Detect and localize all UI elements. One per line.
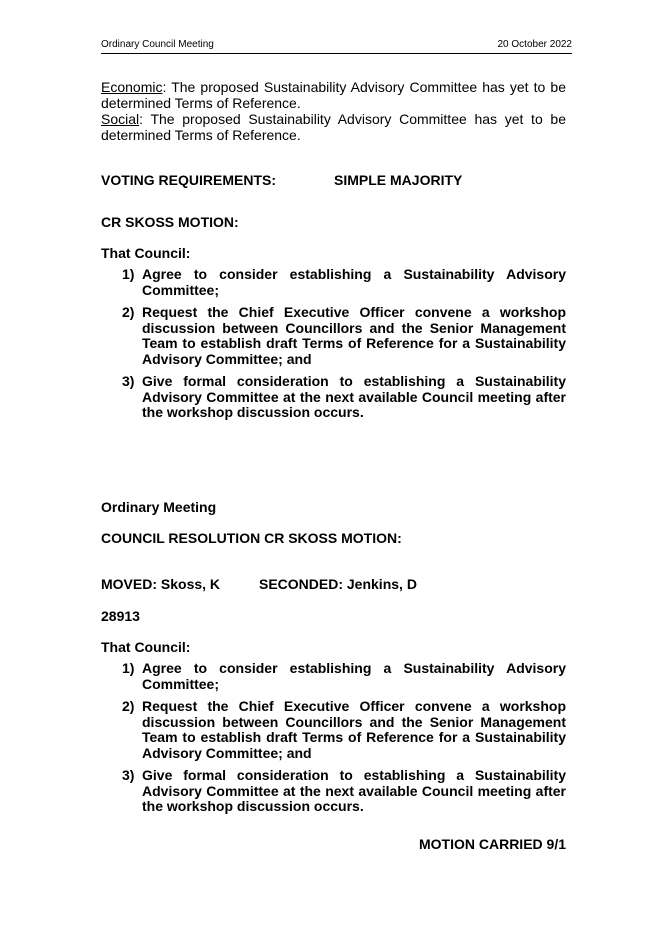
motion-heading: CR SKOSS MOTION: [101,214,239,230]
meeting-type: Ordinary Meeting [101,499,217,515]
economic-label: Economic [101,79,163,95]
list-item-number: 3) [122,373,135,389]
resolution-number: 28913 [101,608,140,624]
social-implication [101,112,566,143]
list-item-number: 1) [122,266,135,282]
motion-result: MOTION CARRIED 9/1 [418,836,566,852]
page-header [101,39,572,54]
voting-value: SIMPLE MAJORITY [334,172,463,188]
list-item [122,305,566,367]
resolution-list [122,661,566,822]
economic-text: : The proposed Sustainability Advisory Committee has yet to be determined Terms of Reference. [101,79,566,111]
seconded-by: SECONDED: Jenkins, D [259,576,417,592]
list-item [122,699,566,761]
list-item-text: Agree to consider establishing a Sustainability Advisory Committee; [142,660,566,692]
list-item [122,768,566,815]
social-text: : The proposed Sustainability Advisory Committee has yet to be determined Terms of Reference. [101,111,566,143]
economic-implication [101,80,566,111]
list-item-number: 3) [122,767,135,783]
header-date: 20 October 2022 [497,39,572,50]
moved-seconded [101,577,566,593]
list-item-text: Give formal consideration to establishing a Sustainability Advisory Committee at the next available Council meeting after the workshop discussion occurs. [142,373,566,420]
list-item [122,661,566,692]
voting-requirements [101,173,566,189]
list-item-text: Request the Chief Executive Officer convene a workshop discussion between Councillors and the Senior Management Team to establish draft Terms of Reference for a Sustainability Advisory Committee; and [142,698,566,761]
motion-intro: That Council: [101,245,191,261]
list-item [122,374,566,421]
list-item [122,267,566,298]
list-item-number: 2) [122,304,135,320]
resolution-intro: That Council: [101,639,191,655]
voting-label: VOTING REQUIREMENTS: [101,172,277,188]
resolution-heading: COUNCIL RESOLUTION CR SKOSS MOTION: [101,530,402,546]
list-item-number: 1) [122,660,135,676]
list-item-number: 2) [122,698,135,714]
motion-list [122,267,566,428]
list-item-text: Give formal consideration to establishing a Sustainability Advisory Committee at the next available Council meeting after the workshop discussion occurs. [142,767,566,814]
header-meeting-title: Ordinary Council Meeting [101,39,214,50]
moved-by: MOVED: Skoss, K [101,576,221,592]
list-item-text: Request the Chief Executive Officer convene a workshop discussion between Councillors and the Senior Management Team to establish draft Terms of Reference for a Sustainability Advisory Committee; and [142,304,566,367]
list-item-text: Agree to consider establishing a Sustainability Advisory Committee; [142,266,566,298]
social-label: Social [101,111,140,127]
